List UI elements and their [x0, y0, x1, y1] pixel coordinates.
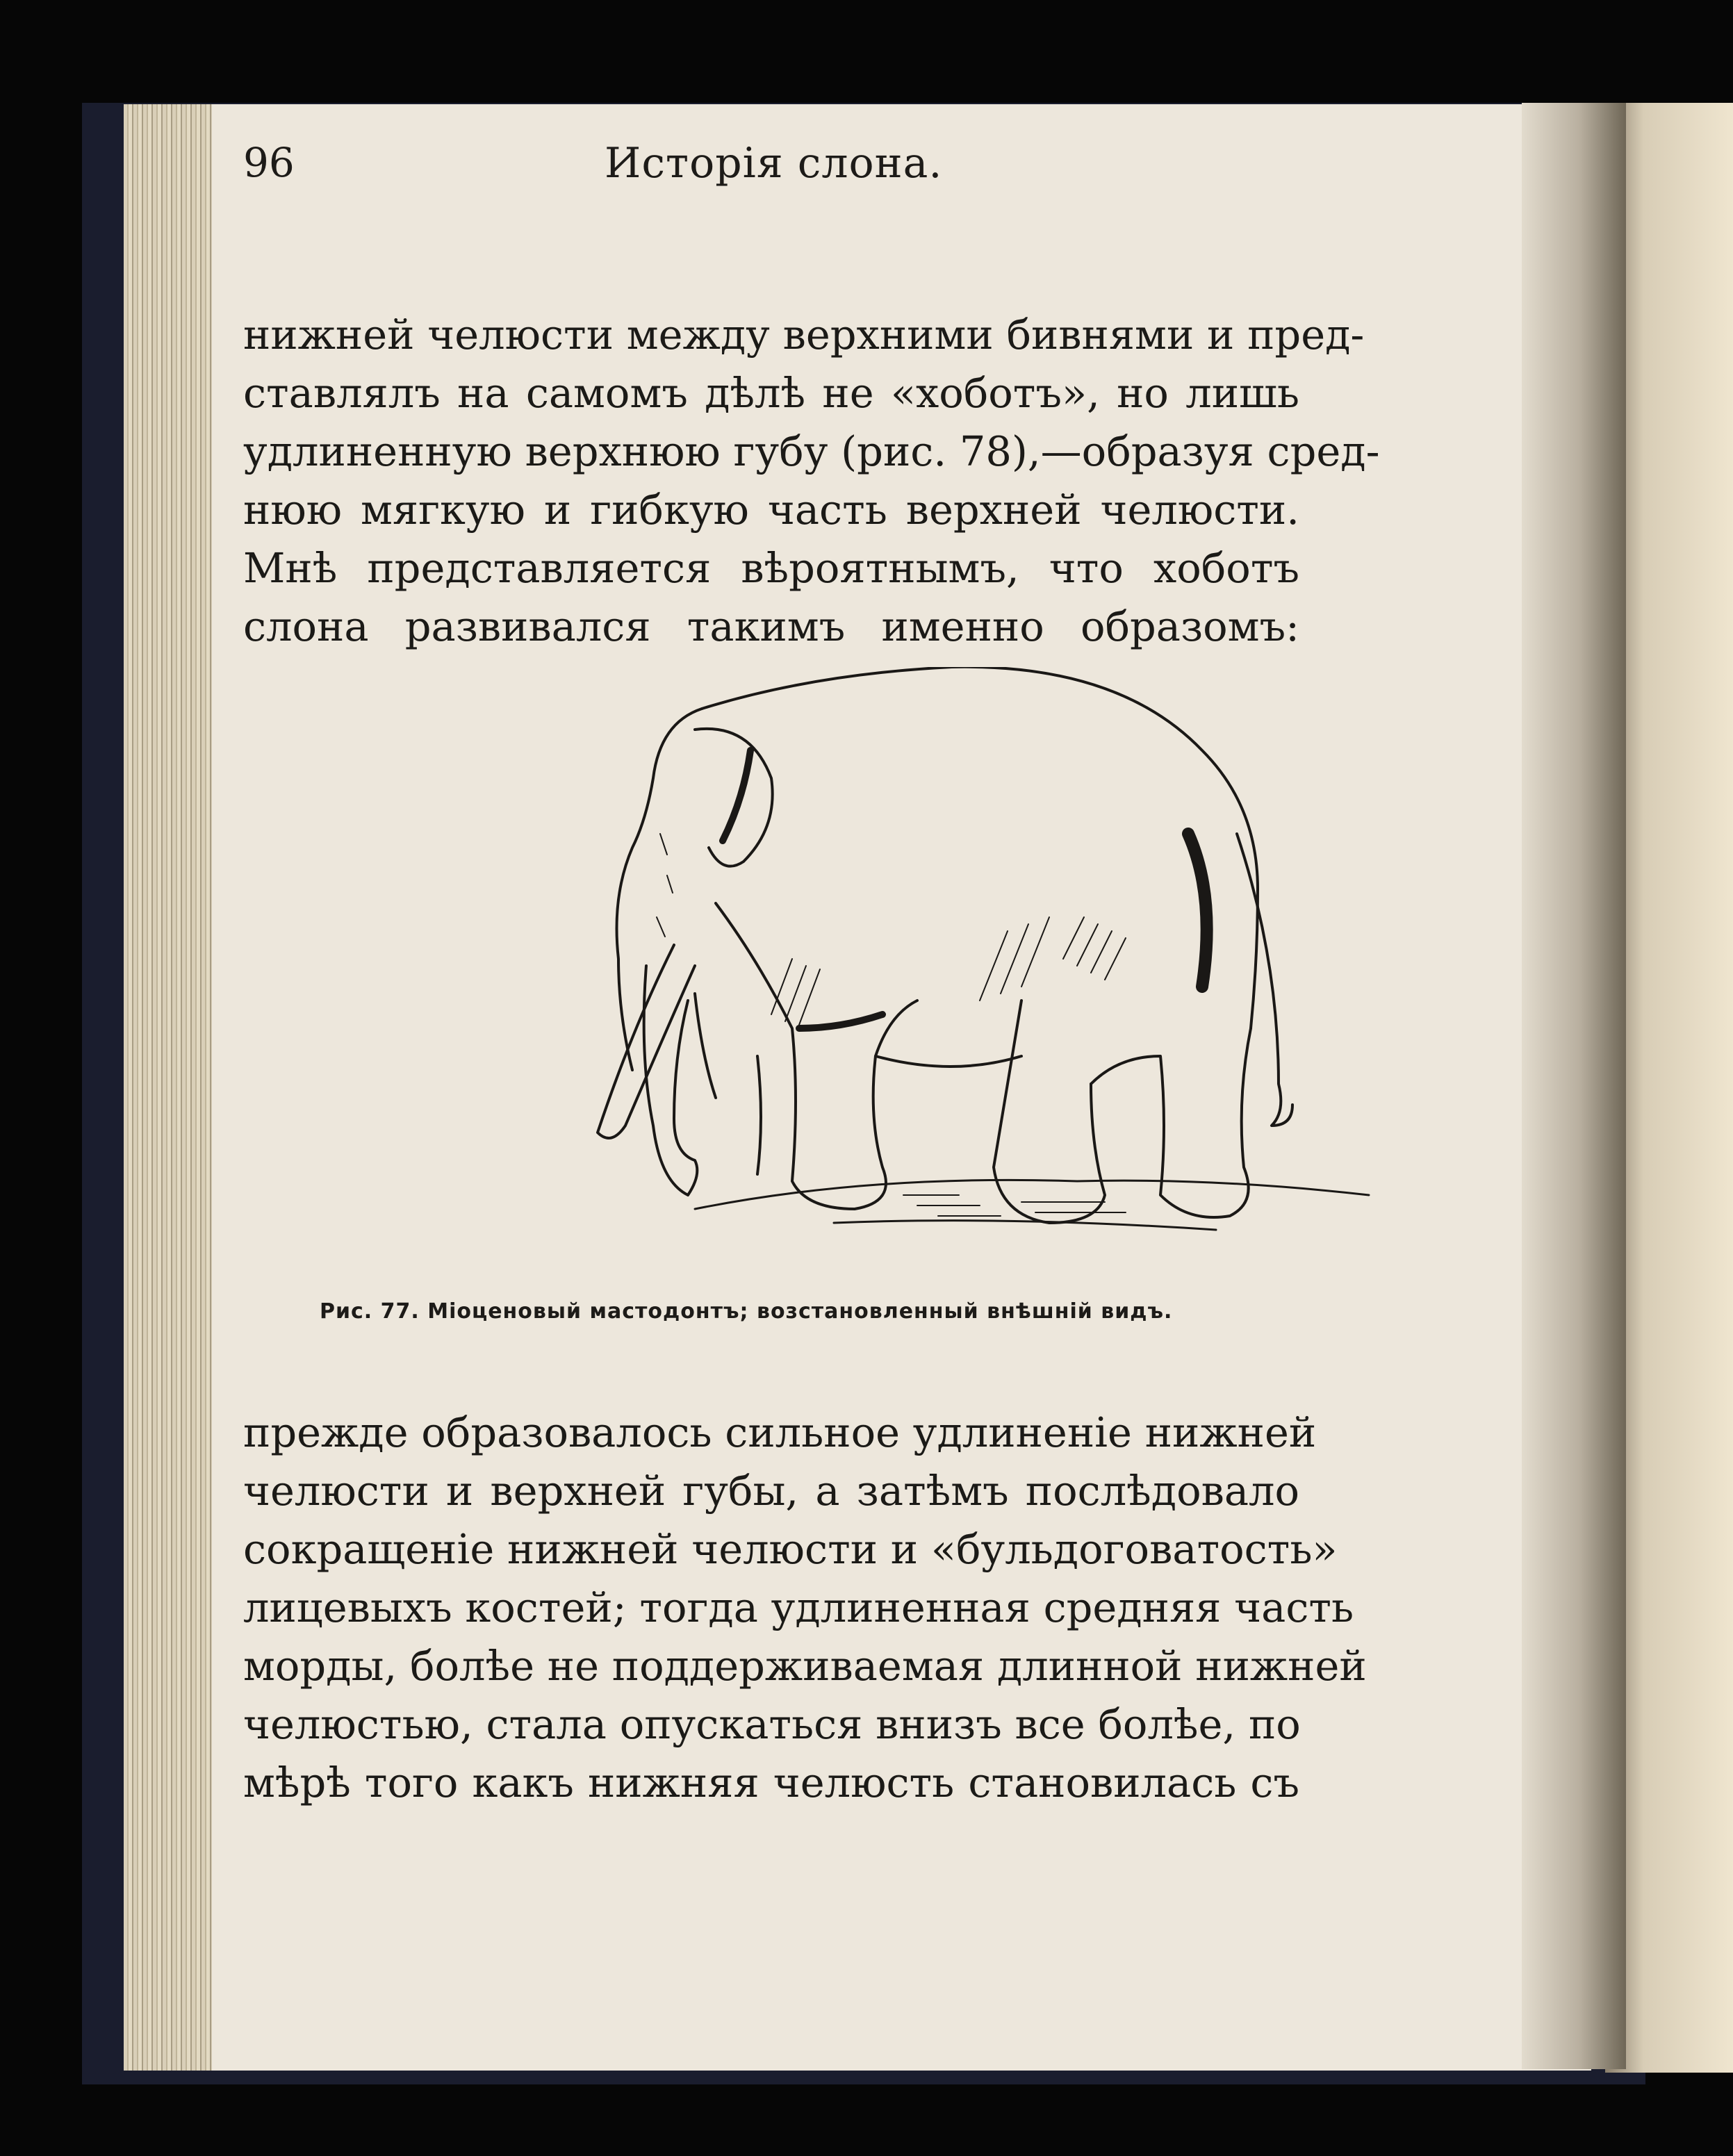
mastodon-illustration: [591, 667, 1376, 1278]
text-line: ставлялъ на самомъ дѣлѣ не «хоботъ», но лишь: [243, 369, 1299, 417]
text-line: нижней челюсти между верхними бивнями и пред-: [243, 311, 1365, 359]
page-edges: [124, 104, 221, 2071]
spine-shadow: [1522, 103, 1626, 2069]
running-head: Исторія слона.: [605, 139, 943, 188]
text-line: челюстью, стала опускаться внизъ все болѣе, по: [243, 1700, 1301, 1748]
text-line: лицевыхъ костей; тогда удлиненная средняя часть: [243, 1583, 1354, 1631]
text-line: слона развивался такимъ именно образомъ:: [243, 602, 1299, 650]
text-line: морды, болѣе не поддерживаемая длинной нижней: [243, 1642, 1367, 1690]
page-header: [243, 139, 1355, 222]
text-line: сокращеніе нижней челюсти и «бульдоговатость»: [243, 1525, 1338, 1573]
text-line: мѣрѣ того какъ нижняя челюсть становилась съ: [243, 1759, 1299, 1807]
paragraph-bottom: [243, 1404, 1367, 1812]
text-line: Мнѣ представляется вѣроятнымъ, что хоботъ: [243, 544, 1299, 592]
text-line: прежде образовалось сильное удлиненіе нижней: [243, 1408, 1317, 1456]
page-number: 96: [243, 139, 295, 186]
paragraph-top: [243, 306, 1380, 656]
figure-caption: Рис. 77. Міоценовый мастодонтъ; возстановленный внѣшній видъ.: [320, 1299, 1173, 1324]
text-line: нюю мягкую и гибкую часть верхней челюсти.: [243, 486, 1299, 534]
text-line: челюсти и верхней губы, а затѣмъ послѣдовало: [243, 1467, 1299, 1515]
text-line: удлиненную верхнюю губу (рис. 78),—образуя сред-: [243, 427, 1380, 475]
